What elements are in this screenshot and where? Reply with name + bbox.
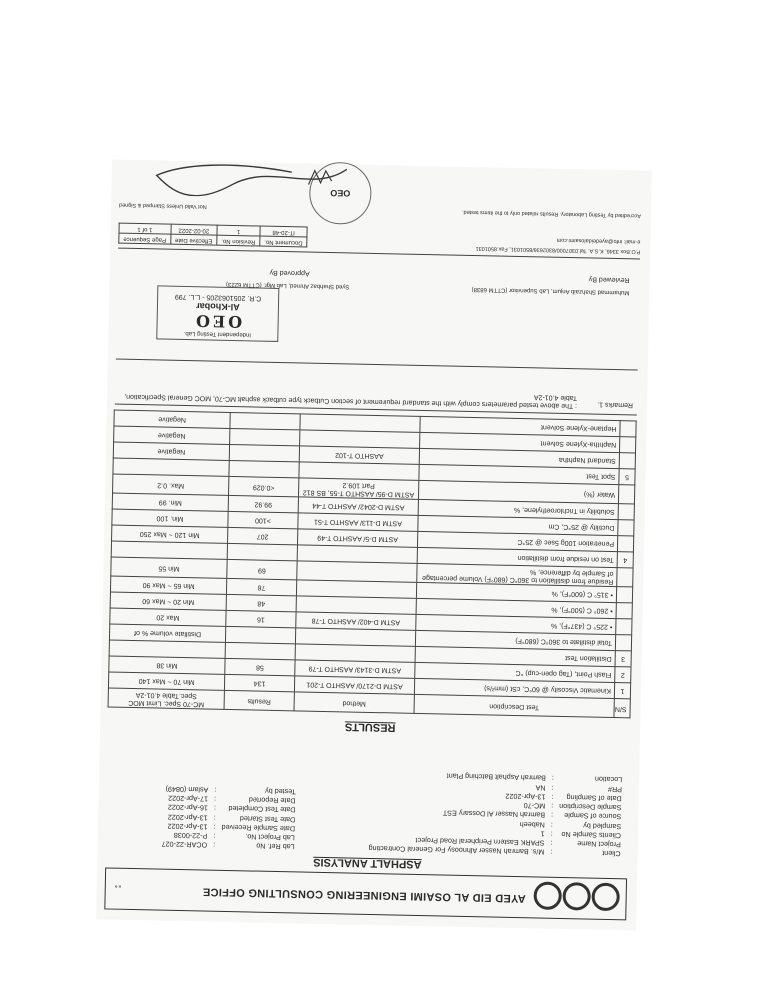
info-label: Sample Description	[559, 802, 622, 813]
info-label: Clients Sample No	[561, 829, 622, 841]
cell-results: <0.029	[229, 476, 299, 497]
approved-by-label: Approved By	[269, 268, 310, 277]
cell-desc: Kinematic Viscosity @ 60°C, cSt (mm²/s)	[414, 678, 614, 698]
document-control-table	[118, 223, 308, 248]
cell-sn	[620, 420, 636, 436]
info-separator: :	[551, 801, 554, 811]
doc-no: IT-20-48	[260, 226, 308, 237]
cell-sn: 3	[615, 650, 631, 666]
info-separator: :	[214, 794, 217, 804]
cell-desc: Spot Test	[419, 464, 619, 484]
info-separator: :	[551, 774, 554, 784]
cell-spec: Min 120 ~ Max 250	[112, 525, 228, 543]
info-separator: :	[213, 804, 217, 814]
cell-method: AASHTO T-102	[299, 446, 419, 465]
eff-date: 20-02-2022	[171, 224, 217, 235]
cell-method	[295, 628, 415, 647]
signature-scribble	[151, 155, 352, 199]
info-value: M/s. Bamrah Nasser Alhnoosy For General Contracting	[368, 844, 545, 858]
results-table	[108, 409, 637, 718]
cell-results: 48	[226, 594, 296, 611]
cell-sn	[617, 567, 633, 586]
cell-sn: 4	[617, 551, 633, 567]
page-seq: 1 of 1	[119, 223, 171, 234]
rev: 1	[217, 225, 260, 236]
cell-results	[225, 626, 295, 643]
info-separator: :	[550, 838, 553, 849]
cell-spec: Min 65 ~ Max 90	[110, 576, 226, 594]
cell-desc: Total distillate to 360°C (680°F)	[415, 630, 615, 650]
cell-spec: Min 70 ~ Max 140	[108, 672, 224, 690]
info-separator: :	[551, 783, 554, 793]
info-value: Nabeeh	[519, 819, 545, 830]
cell-desc: Penetration 100g 5sec @ 25°C	[417, 531, 617, 551]
results-heading: RESULTS	[344, 720, 396, 734]
cell-sn	[615, 634, 631, 650]
cell-spec	[113, 458, 229, 476]
cell-results: 69	[227, 559, 297, 580]
reviewer-name: Muhammad Shahzaib Anjum, Lab Supervisor (CTTM 6838)	[471, 285, 630, 296]
info-value: OCAR-22-027	[161, 840, 208, 851]
footer	[119, 201, 641, 218]
page-label: Page Sequence	[119, 233, 171, 244]
cell-spec: Negative	[114, 426, 230, 444]
cell-desc: Ductility @ 25°C, Cm	[418, 515, 618, 535]
reviewed-by-label: Reviewed By	[588, 275, 630, 284]
info-separator: :	[550, 829, 553, 839]
stamp-top-text: Independent Testing Lab.	[183, 329, 252, 338]
info-separator: :	[550, 811, 554, 821]
organization-name: AYED EID AL OSAIMI ENGINEERING CONSULTING OFFICE	[202, 885, 526, 905]
info-separator: :	[214, 785, 217, 795]
info-label: Source of Sample	[564, 811, 622, 822]
cell-spec: Distillate volume % of	[109, 624, 225, 642]
sample-info-left	[365, 769, 625, 858]
scanned-document	[96, 159, 652, 930]
remarks-label: Remarks 1.	[597, 400, 634, 409]
info-value: 13-Apr-2022	[167, 812, 208, 823]
info-label: Date Test Started	[239, 813, 296, 825]
arabic-logo-icon: ˳˳	[113, 884, 122, 897]
eff-label: Effective Date	[170, 234, 216, 245]
info-value: Bamrah Asphalt Batching Plant	[446, 771, 546, 783]
cell-sn	[616, 586, 632, 602]
cell-method	[296, 596, 416, 615]
cell-desc: Test on residue from distillation	[417, 547, 617, 567]
cell-results: 207	[228, 527, 298, 544]
footer-left: Accredited by Testing Laboratory. Results related only to the items tested.	[461, 208, 642, 219]
cell-method: ASTM D-95/ AASHTO T-55, BS 812 Part 109.2	[298, 478, 418, 500]
cell-method	[299, 462, 419, 481]
cell-sn	[616, 618, 632, 634]
cell-sn: 1	[614, 682, 630, 698]
cell-spec: Max. 0.2	[113, 474, 229, 496]
approver-name: Syed Shahbaz Ahmed, Lab Mgr. (CTTM 6223)	[225, 280, 350, 290]
info-value: Bamrah Nasser Al Dossary EST	[442, 808, 546, 821]
cell-results	[229, 460, 299, 477]
info-separator: :	[213, 841, 216, 851]
cell-sn: 2	[615, 666, 631, 682]
cell-results: 78	[226, 578, 296, 595]
info-label: Lab Ref. No	[256, 842, 295, 852]
document-title: ASPHALT ANALYSIS	[313, 855, 422, 871]
cell-method: ASTM D-5/ AASHTO T-49	[297, 529, 417, 548]
cell-desc: Flash Point, (Tag open-cup) °C	[415, 662, 615, 682]
cell-desc: • 225° C (437°F), %	[416, 614, 616, 634]
rev-label: Revision No.	[217, 235, 260, 246]
cell-method	[296, 580, 416, 599]
info-label: PR#	[607, 784, 623, 794]
info-value: 17-Apr-2022	[168, 793, 209, 804]
stamp-cr: C.R. 2051063205 - L.L. 799	[174, 293, 262, 302]
cell-spec	[111, 541, 227, 559]
cell-method	[295, 644, 415, 663]
col-header-method: Method	[294, 692, 414, 714]
info-label: Date Reported	[248, 795, 296, 806]
cell-method: ASTM D-113/ AASHTO T-51	[298, 513, 418, 532]
info-label: Sampled by	[583, 821, 622, 831]
cell-desc: Water (%)	[418, 480, 618, 503]
stamp-city: Al-Khobar	[196, 300, 240, 312]
cell-sn	[616, 602, 632, 618]
info-label: Tested by	[264, 786, 296, 797]
info-value: MC-70	[523, 801, 546, 811]
cell-results	[230, 412, 300, 429]
info-label: Date of Sampling	[566, 792, 622, 804]
cell-desc: Residue from distillation to 360°C (680°F) Volume percentage of Sample by difference, %	[417, 563, 617, 586]
cell-spec: Min 38	[109, 656, 225, 674]
cell-desc: Naphtha-Xylene Solvent	[420, 432, 620, 452]
cell-method	[297, 545, 417, 564]
info-label: Date Sample Received	[221, 822, 296, 834]
remarks-text: : The above tested parameters comply with the standard requirement of section Cutback type cutback asphalt MC-70, MOC General Specification, Table 4.01-2A	[124, 392, 578, 410]
cell-results: 58	[225, 658, 295, 675]
footer-right: Not Valid Unless Stamped & Signed	[119, 201, 207, 210]
doc-no-label: Document No.	[260, 236, 308, 247]
cell-spec	[109, 640, 225, 658]
info-value: 16-Apr-2022	[167, 803, 209, 813]
office-address: P.O.Box 3346, K.S.A. Tel.0307000/8302636/8501031, Fax.8501031	[475, 245, 641, 255]
info-label: Lab Project No.	[245, 832, 295, 843]
cell-desc: Solubility in Trichloroethylene, %	[418, 499, 618, 519]
cell-spec: Min. 99	[112, 493, 228, 511]
info-label: Date Test Completed	[228, 804, 296, 815]
cell-method: ASTM D-2042/ AASHTO T-44	[298, 497, 418, 516]
cell-sn	[619, 436, 635, 452]
sample-info-right	[159, 784, 299, 852]
col-header-spec: MC-70 Spec. Limit MOC Spec.Table 4.01-2A	[108, 688, 224, 710]
cell-sn	[618, 503, 634, 519]
cell-results	[229, 444, 299, 461]
info-value: Aslam (0849)	[165, 784, 209, 795]
lab-stamp	[156, 285, 279, 342]
info-separator: :	[213, 831, 216, 841]
cell-results	[225, 642, 295, 659]
info-value: 13-Apr-2022	[167, 821, 208, 832]
cell-sn	[619, 452, 635, 468]
round-seal: OEO	[309, 162, 372, 225]
info-value: 13-Apr-2022	[505, 791, 546, 802]
cell-method: ASTM D-402/ AASHTO T-78	[296, 612, 416, 631]
letterhead	[104, 867, 627, 920]
stamp-logo: OEO	[192, 311, 243, 332]
cell-method	[297, 561, 417, 583]
info-value: SPARK Eastern Peripheral Road Project	[415, 836, 545, 848]
cell-spec: Negative	[113, 442, 229, 460]
cell-desc: Distillation Test	[415, 646, 615, 666]
cell-results: 134	[224, 674, 294, 691]
info-label: Project Name	[577, 839, 621, 850]
cell-desc: Heptane-Xylene Solvent	[420, 416, 620, 436]
office-email: e-mail: info@ayedeidalosaimi.com	[556, 236, 641, 245]
cell-sn	[618, 519, 634, 535]
cell-results: 16	[226, 610, 296, 627]
info-value: NA	[535, 782, 546, 793]
cell-spec: Min 55	[111, 557, 227, 579]
cell-spec: Negative	[114, 410, 230, 428]
cell-sn: 5	[619, 468, 635, 484]
cell-spec: Max 20	[110, 608, 226, 626]
info-separator: :	[550, 848, 553, 858]
cell-method: ASTM D-2170/ AASHTO T-201	[294, 676, 414, 695]
cell-method	[300, 414, 420, 433]
info-label: Client	[602, 849, 621, 859]
info-value: P-22-0038	[173, 831, 208, 841]
cell-spec: Min 20 ~ Max 60	[110, 592, 226, 610]
col-header-desc: Test Description	[414, 694, 614, 717]
cell-results	[227, 543, 297, 560]
cell-desc: • 315° C (600°F), %	[416, 582, 616, 602]
cell-sn	[617, 535, 633, 551]
cell-desc: • 260° C (500°F), %	[416, 598, 616, 618]
cell-spec: Min. 100	[112, 509, 228, 527]
cell-method: ASTM D-3143/ AASHTO T-79	[295, 660, 415, 679]
col-header-results: Results	[224, 690, 294, 711]
cell-desc: Standard Naphtha	[419, 448, 619, 468]
cell-results	[230, 428, 300, 445]
cell-method	[300, 430, 420, 449]
info-label: Location	[594, 774, 623, 785]
signoff-block	[116, 248, 640, 371]
info-separator: :	[213, 813, 216, 823]
cell-results: 99.92	[228, 495, 298, 512]
info-separator: :	[213, 822, 216, 832]
cell-results: >100	[228, 511, 298, 528]
info-separator: :	[550, 820, 553, 830]
oeo-logo	[532, 881, 620, 911]
info-value: 1	[540, 829, 545, 839]
info-separator: :	[551, 792, 554, 802]
col-header-sn: S/N	[614, 698, 630, 717]
cell-sn	[618, 484, 634, 503]
